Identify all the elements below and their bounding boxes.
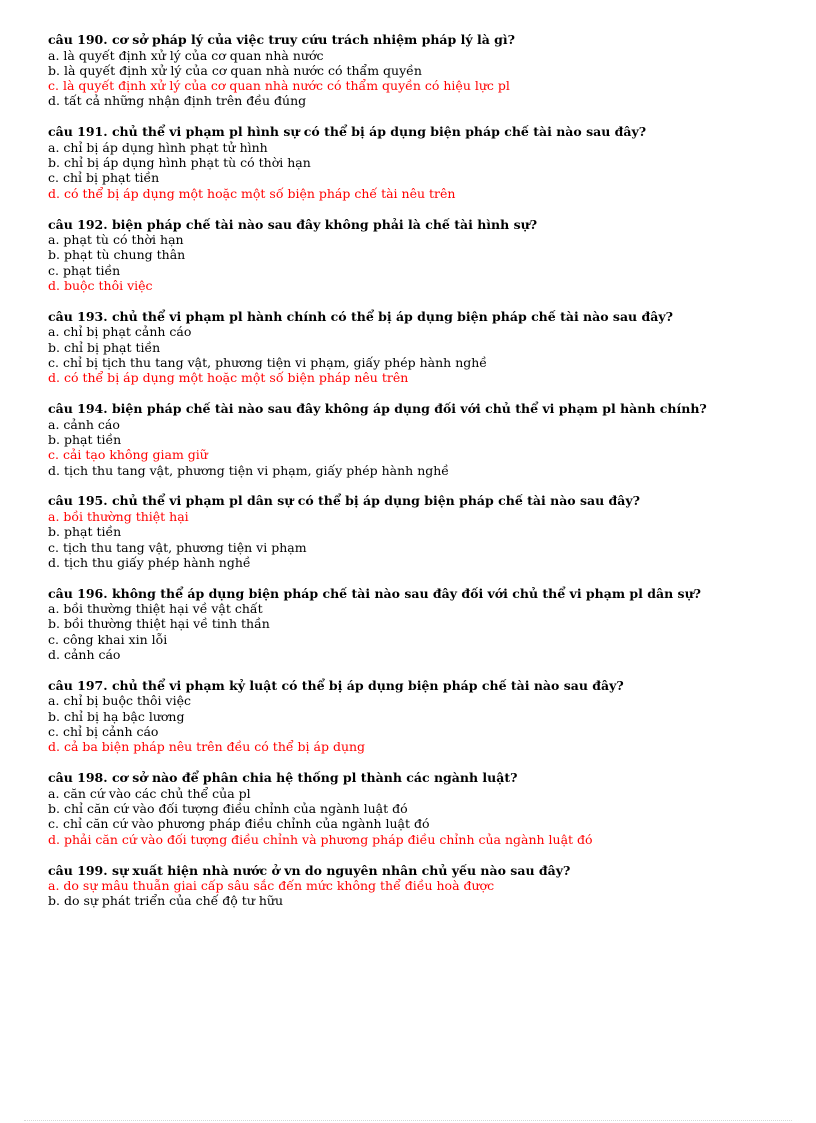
answer-option: b. phạt tiền bbox=[48, 431, 122, 447]
answer-option-correct: a. do sự mâu thuẫn giai cấp sâu sắc đến mức không thể điều hoà được bbox=[48, 878, 495, 894]
question-block bbox=[48, 401, 788, 478]
answer-option: b. là quyết định xử lý của cơ quan nhà nước có thẩm quyền bbox=[48, 62, 422, 78]
question-title: câu 197. chủ thể vi phạm kỷ luật có thể bị áp dụng biện pháp chế tài nào sau đây? bbox=[48, 677, 624, 693]
answer-option-correct: d. phải căn cứ vào đối tượng điều chỉnh và phương pháp điều chỉnh của ngành luật đó bbox=[48, 831, 593, 847]
answer-option: a. chỉ bị phạt cảnh cáo bbox=[48, 324, 192, 340]
answer-option: b. chỉ bị áp dụng hình phạt tù có thời hạn bbox=[48, 155, 311, 171]
question-title: câu 194. biện pháp chế tài nào sau đây không áp dụng đối với chủ thể vi phạm pl hành chính? bbox=[48, 401, 707, 417]
answer-option: b. do sự phát triển của chế độ tư hữu bbox=[48, 893, 283, 909]
answer-option-correct: d. cả ba biện pháp nêu trên đều có thể bị áp dụng bbox=[48, 739, 366, 755]
answer-option-correct: c. là quyết định xử lý của cơ quan nhà nước có thẩm quyền có hiệu lực pl bbox=[48, 78, 510, 94]
answer-option: d. tịch thu tang vật, phương tiện vi phạm, giấy phép hành nghề bbox=[48, 462, 450, 478]
question-title: câu 195. chủ thể vi phạm pl dân sự có thể bị áp dụng biện pháp chế tài nào sau đây? bbox=[48, 493, 640, 509]
answer-option: c. chỉ bị cảnh cáo bbox=[48, 724, 159, 740]
answer-option-correct: d. có thể bị áp dụng một hoặc một số biện pháp nêu trên bbox=[48, 370, 409, 386]
answer-option-correct: d. có thể bị áp dụng một hoặc một số biện pháp chế tài nêu trên bbox=[48, 185, 456, 201]
question-block bbox=[48, 32, 788, 109]
document-page bbox=[48, 32, 788, 924]
answer-option-correct: a. bồi thường thiệt hại bbox=[48, 508, 189, 524]
answer-option: d. cảnh cáo bbox=[48, 647, 121, 663]
question-title: câu 192. biện pháp chế tài nào sau đây không phải là chế tài hình sự? bbox=[48, 216, 538, 232]
question-title: câu 190. cơ sở pháp lý của việc truy cứu trách nhiệm pháp lý là gì? bbox=[48, 32, 515, 47]
answer-option-correct: d. buộc thôi việc bbox=[48, 277, 153, 293]
answer-option: a. phạt tù có thời hạn bbox=[48, 232, 184, 248]
answer-option: b. chỉ bị hạ bậc lương bbox=[48, 708, 185, 724]
answer-option: c. chỉ căn cứ vào phương pháp điều chỉnh của ngành luật đó bbox=[48, 816, 430, 832]
answer-option: b. chỉ căn cứ vào đối tượng điều chỉnh của ngành luật đó bbox=[48, 801, 408, 817]
answer-option: d. tất cả những nhận định trên đều đúng bbox=[48, 93, 307, 109]
question-title: câu 196. không thể áp dụng biện pháp chế tài nào sau đây đối với chủ thể vi phạm pl dân sự? bbox=[48, 585, 701, 601]
answer-option: c. chỉ bị phạt tiền bbox=[48, 170, 160, 186]
answer-option: b. bồi thường thiệt hại về tinh thần bbox=[48, 616, 270, 632]
question-title: câu 198. cơ sở nào để phân chia hệ thống pl thành các ngành luật? bbox=[48, 770, 518, 786]
page-bottom-divider bbox=[24, 1120, 792, 1121]
answer-option: c. tịch thu tang vật, phương tiện vi phạm bbox=[48, 539, 307, 555]
answer-option: c. phạt tiền bbox=[48, 262, 121, 278]
answer-option: c. công khai xin lỗi bbox=[48, 631, 168, 647]
question-block bbox=[48, 309, 788, 386]
question-block bbox=[48, 678, 788, 755]
question-title: câu 191. chủ thể vi phạm pl hình sự có thể bị áp dụng biện pháp chế tài nào sau đây? bbox=[48, 124, 647, 140]
question-title: câu 199. sự xuất hiện nhà nước ở vn do nguyên nhân chủ yếu nào sau đây? bbox=[48, 862, 571, 878]
answer-option: d. tịch thu giấy phép hành nghề bbox=[48, 554, 251, 570]
answer-option: a. bồi thường thiệt hại về vật chất bbox=[48, 601, 263, 617]
question-block bbox=[48, 124, 788, 201]
answer-option: b. phạt tù chung thân bbox=[48, 247, 186, 263]
question-block bbox=[48, 863, 788, 909]
question-block bbox=[48, 770, 788, 847]
answer-option: b. phạt tiền bbox=[48, 524, 122, 540]
answer-option: a. căn cứ vào các chủ thể của pl bbox=[48, 785, 251, 801]
answer-option: c. chỉ bị tịch thu tang vật, phương tiện vi phạm, giấy phép hành nghề bbox=[48, 354, 487, 370]
answer-option-correct: c. cải tạo không giam giữ bbox=[48, 447, 208, 463]
answer-option: b. chỉ bị phạt tiền bbox=[48, 339, 161, 355]
question-title: câu 193. chủ thể vi phạm pl hành chính có thể bị áp dụng biện pháp chế tài nào sau đây? bbox=[48, 308, 673, 324]
answer-option: a. chỉ bị buộc thôi việc bbox=[48, 693, 191, 709]
question-block bbox=[48, 217, 788, 294]
question-block bbox=[48, 586, 788, 663]
answer-option: a. là quyết định xử lý của cơ quan nhà nước bbox=[48, 47, 324, 63]
question-block bbox=[48, 493, 788, 570]
answer-option: a. cảnh cáo bbox=[48, 416, 120, 432]
answer-option: a. chỉ bị áp dụng hình phạt tử hình bbox=[48, 139, 268, 155]
